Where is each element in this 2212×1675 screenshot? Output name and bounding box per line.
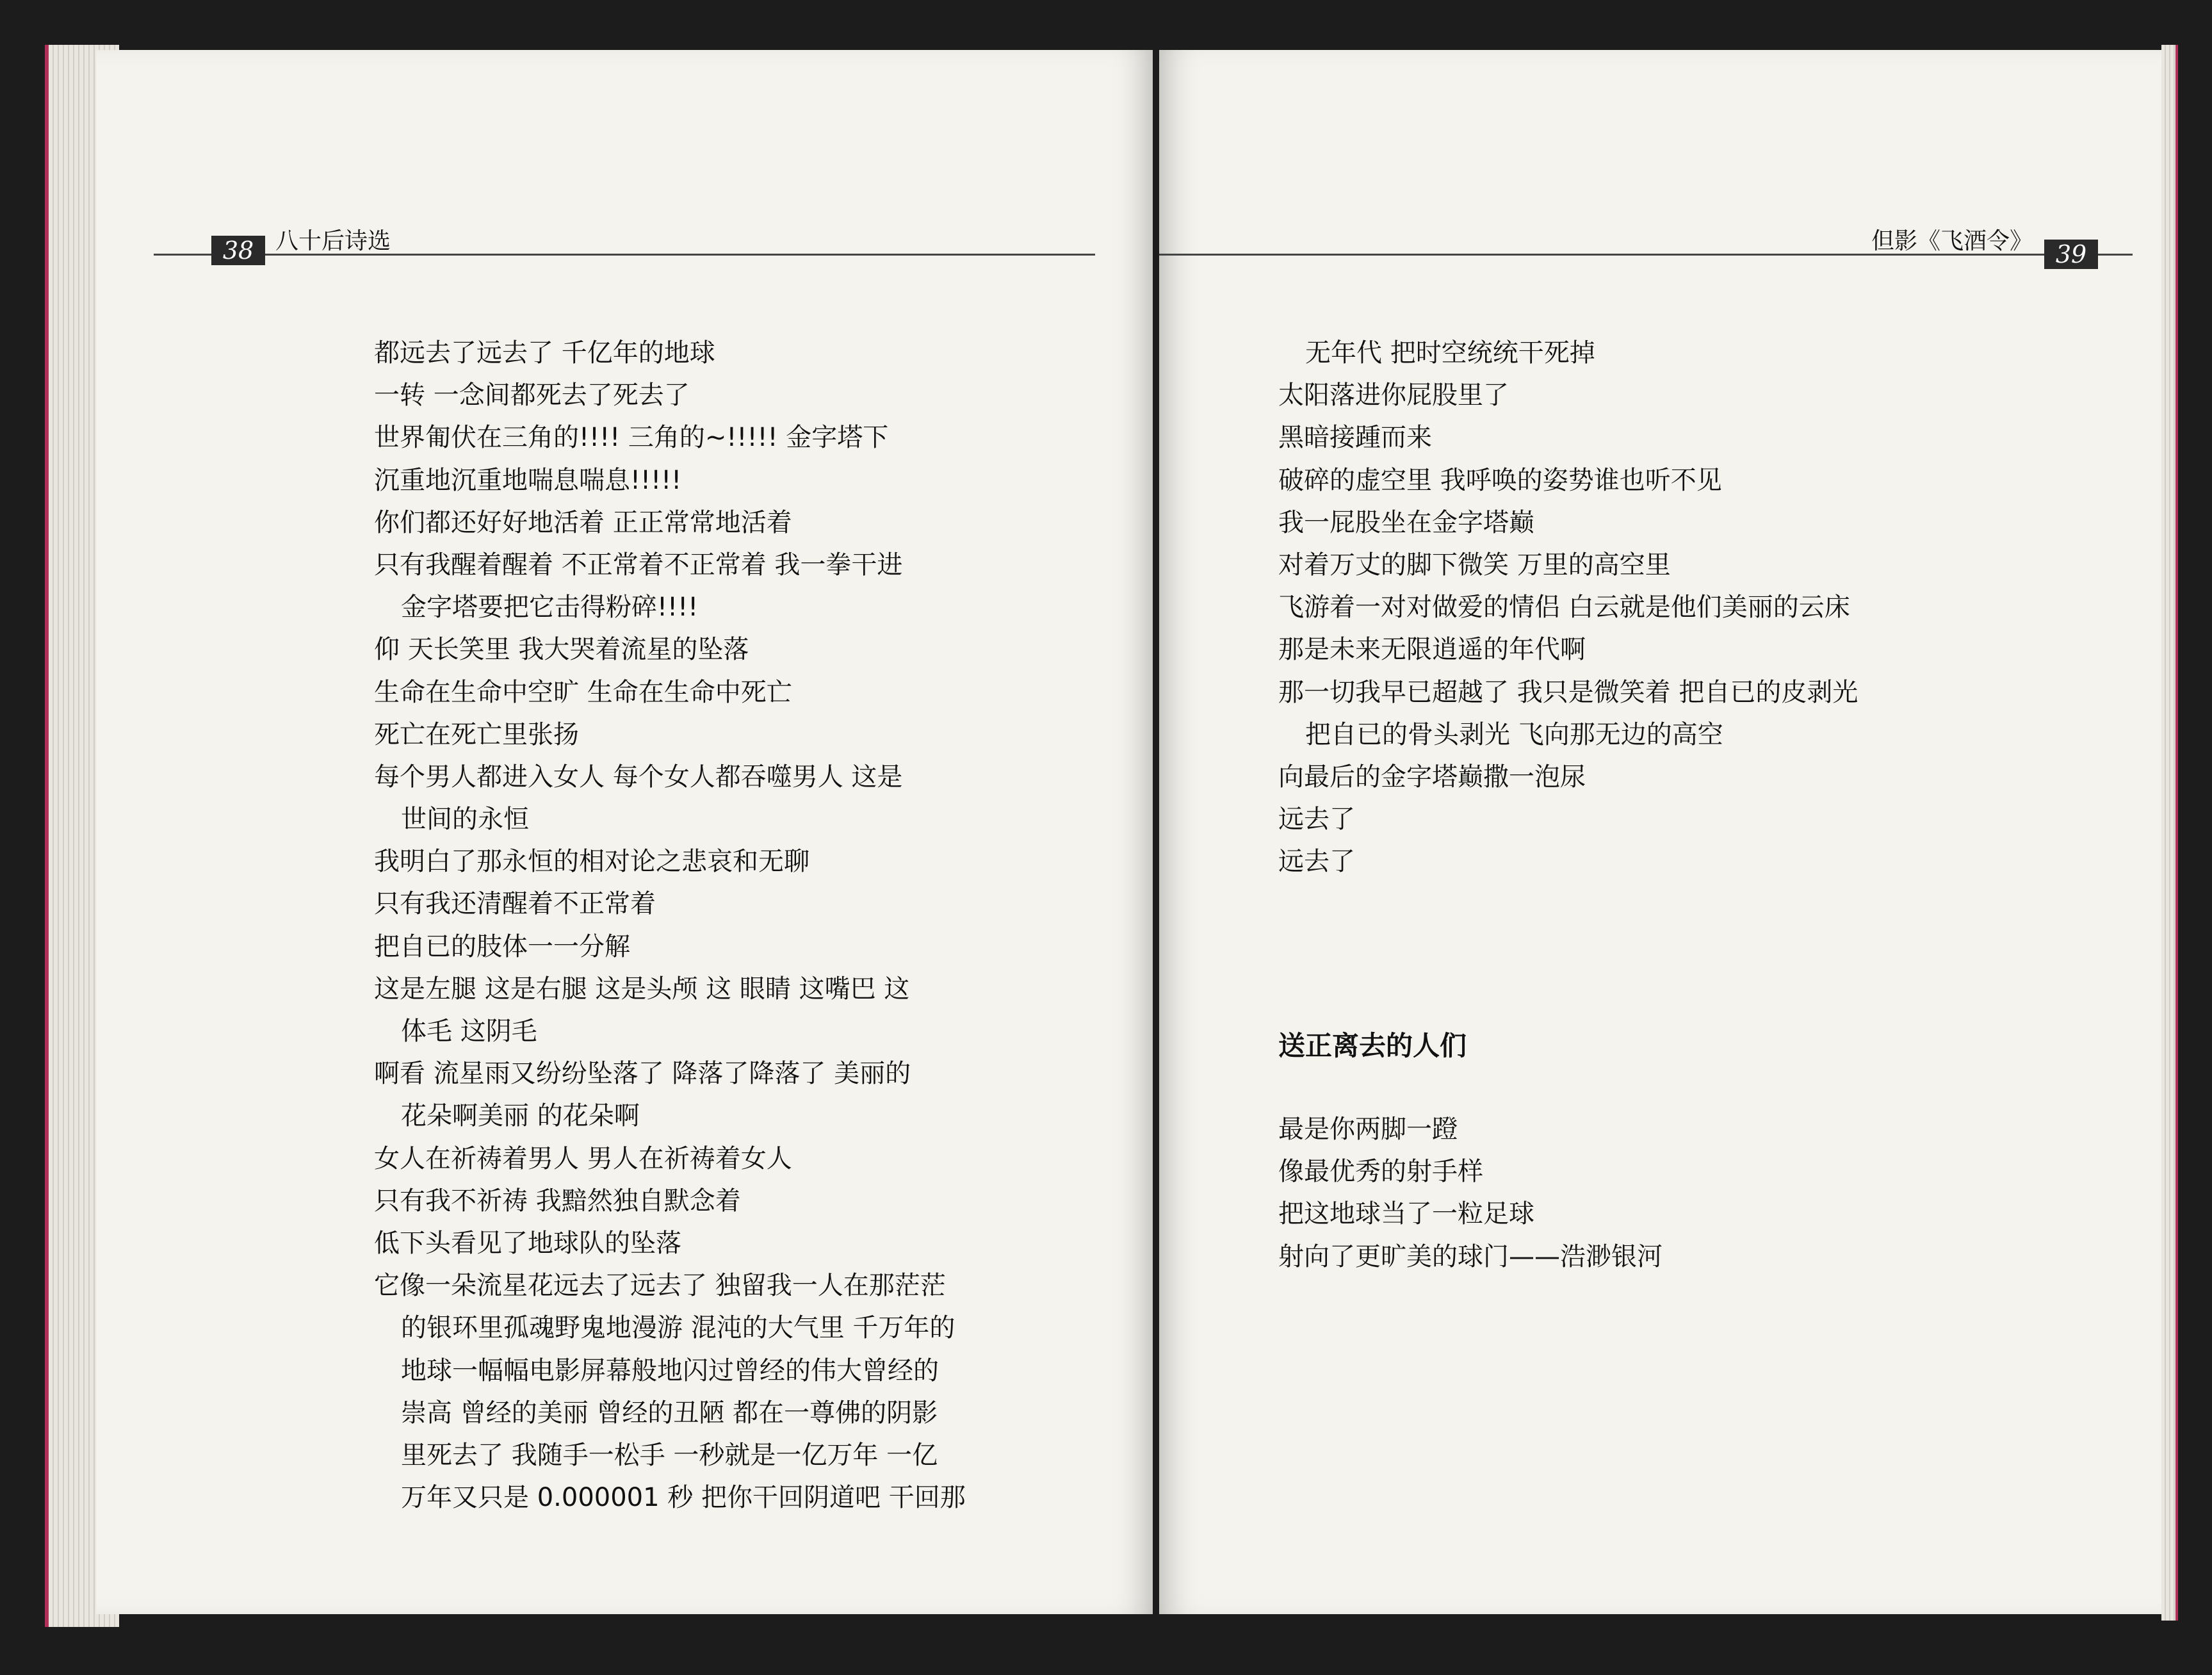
right-page-edges xyxy=(2161,45,2178,1621)
text-line: 低下头看见了地球队的坠落 xyxy=(374,1228,681,1258)
running-head: 但影《飞酒令》 xyxy=(1871,228,2033,254)
text-line: 仰 天长笑里 我大哭着流星的坠落 xyxy=(374,635,749,665)
text-line: 死亡在死亡里张扬 xyxy=(374,719,579,749)
text-line: 里死去了 我随手一松手 一秒就是一亿万年 一亿 xyxy=(401,1440,938,1470)
text-line: 金字塔要把它击得粉碎!!!! xyxy=(401,592,699,623)
text-line: 花朵啊美丽 的花朵啊 xyxy=(401,1101,640,1131)
text-line: 体毛 这阴毛 xyxy=(401,1017,537,1046)
text-line: 一转 一念间都死去了死去了 xyxy=(374,380,690,411)
text-line: 沉重地沉重地喘息喘息!!!!! xyxy=(374,465,682,495)
right-page xyxy=(1159,50,2161,1614)
text-line: 向最后的金字塔巅撒一泡尿 xyxy=(1278,762,1586,792)
text-line: 我一屁股坐在金字塔巅 xyxy=(1278,507,1534,537)
text-line: 崇高 曾经的美丽 曾经的丑陋 都在一尊佛的阴影 xyxy=(401,1398,938,1428)
text-line: 的银环里孤魂野鬼地漫游 混沌的大气里 千万年的 xyxy=(401,1313,956,1343)
text-line: 世间的永恒 xyxy=(401,805,529,835)
text-line: 破碎的虚空里 我呼唤的姿势谁也听不见 xyxy=(1278,465,1722,495)
text-line: 把这地球当了一粒足球 xyxy=(1278,1199,1534,1229)
text-line: 飞游着一对对做爱的情侣 白云就是他们美丽的云床 xyxy=(1278,592,1850,623)
text-line: 远去了 xyxy=(1278,847,1355,877)
text-line: 我明白了那永恒的相对论之悲哀和无聊 xyxy=(374,847,809,877)
text-line: 每个男人都进入女人 每个女人都吞噬男人 这是 xyxy=(374,762,903,792)
text-line: 把自已的骨头剥光 飞向那无边的高空 xyxy=(1305,719,1723,749)
text-line: 啊看 流星雨又纷纷坠落了 降落了降落了 美丽的 xyxy=(374,1059,911,1089)
page-number: 38 xyxy=(211,236,265,265)
text-line: 远去了 xyxy=(1278,805,1355,835)
text-line: 只有我不祈祷 我黯然独自默念着 xyxy=(374,1186,741,1216)
text-line: 对着万丈的脚下微笑 万里的高空里 xyxy=(1278,550,1671,580)
poem-text xyxy=(374,332,966,1519)
text-line: 最是你两脚一蹬 xyxy=(1278,1115,1458,1144)
text-line: 太阳落进你屁股里了 xyxy=(1278,380,1509,411)
text-line: 女人在祈祷着男人 男人在祈祷着女人 xyxy=(374,1143,792,1173)
poem-text-second xyxy=(1278,1108,1663,1278)
running-head: 八十后诗选 xyxy=(275,228,391,254)
text-line: 只有我醒着醒着 不正常着不正常着 我一拳干进 xyxy=(374,550,903,580)
text-line: 生命在生命中空旷 生命在生命中死亡 xyxy=(374,677,792,707)
text-line: 世界匍伏在三角的!!!! 三角的~!!!!! 金字塔下 xyxy=(374,423,889,453)
left-page xyxy=(96,50,1153,1614)
poem-title: 送正离去的人们 xyxy=(1278,1030,1467,1061)
text-line: 你们都还好好地活着 正正常常地活着 xyxy=(374,507,792,537)
text-line: 无年代 把时空统统干死掉 xyxy=(1305,338,1595,368)
text-line: 像最优秀的射手样 xyxy=(1278,1157,1483,1187)
text-line: 把自已的肢体一一分解 xyxy=(374,931,630,961)
text-line: 都远去了远去了 千亿年的地球 xyxy=(374,338,715,368)
poem-text xyxy=(1278,332,1858,883)
text-line: 只有我还清醒着不正常着 xyxy=(374,889,656,919)
page-number: 39 xyxy=(2044,240,2098,269)
text-line: 万年又只是 0.000001 秒 把你干回阴道吧 干回那 xyxy=(401,1483,966,1513)
text-line: 那是未来无限逍遥的年代啊 xyxy=(1278,635,1586,665)
text-line: 地球一幅幅电影屏幕般地闪过曾经的伟大曾经的 xyxy=(401,1355,939,1385)
text-line: 那一切我早已超越了 我只是微笑着 把自已的皮剥光 xyxy=(1278,677,1858,707)
text-line: 这是左腿 这是右腿 这是头颅 这 眼睛 这嘴巴 这 xyxy=(374,974,910,1004)
text-line: 黑暗接踵而来 xyxy=(1278,423,1432,453)
text-line: 射向了更旷美的球门——浩渺银河 xyxy=(1278,1241,1663,1271)
text-line: 它像一朵流星花远去了远去了 独留我一人在那茫茫 xyxy=(374,1271,946,1301)
